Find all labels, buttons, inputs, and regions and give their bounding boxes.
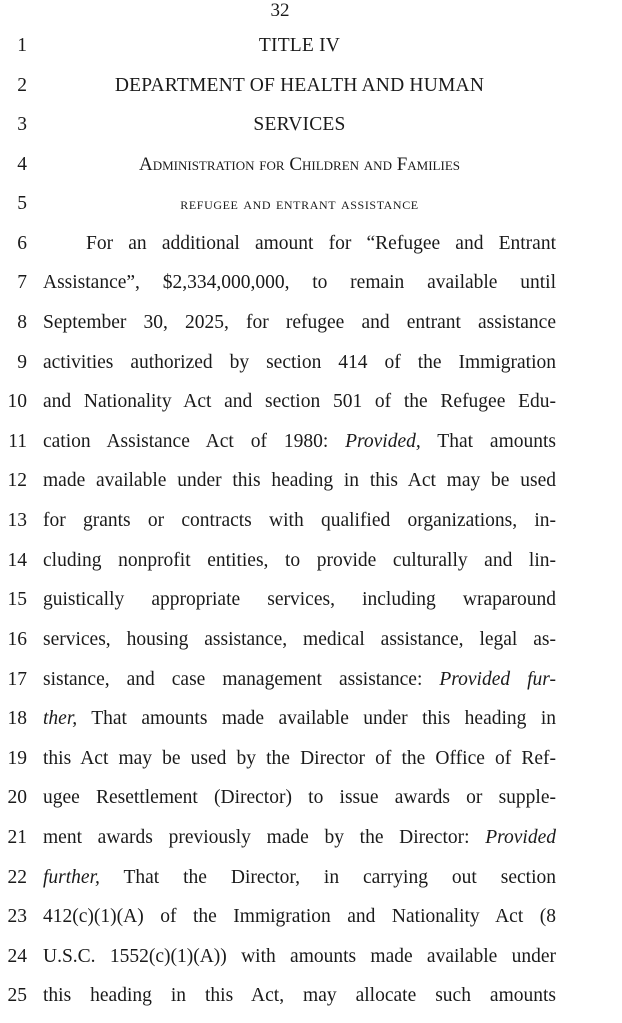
line-text xyxy=(43,427,556,457)
line-number: 23 xyxy=(7,906,27,927)
line-16 xyxy=(0,625,622,655)
line-17 xyxy=(0,665,622,695)
line-20 xyxy=(0,783,622,813)
proviso-italic: further, xyxy=(43,867,100,888)
line-text: this heading in this Act, may allocate such amounts xyxy=(43,985,556,1006)
line-text: services, housing assistance, medical assistance, legal as- xyxy=(43,629,556,650)
line-number: 24 xyxy=(7,946,27,967)
line-number: 13 xyxy=(7,510,27,531)
text-run: That the Director, in carrying out section xyxy=(99,867,556,888)
line-number: 4 xyxy=(17,154,27,175)
line-number: 1 xyxy=(17,35,27,56)
line-text xyxy=(43,704,556,734)
line-text: Assistance”, $2,334,000,000, to remain available until xyxy=(43,272,556,293)
line-text: September 30, 2025, for refugee and entrant assistance xyxy=(43,312,556,333)
line-number: 3 xyxy=(17,114,27,135)
line-18 xyxy=(0,704,622,734)
page-number: 32 xyxy=(270,0,290,21)
line-text: cluding nonprofit entities, to provide culturally and lin- xyxy=(43,550,556,571)
line-1 xyxy=(0,31,622,61)
line-text: activities authorized by section 414 of the Immigration xyxy=(43,352,556,373)
line-7 xyxy=(0,268,622,298)
line-number: 8 xyxy=(17,312,27,333)
line-2 xyxy=(0,71,622,101)
line-text xyxy=(43,665,556,695)
line-11 xyxy=(0,427,622,457)
line-number: 17 xyxy=(7,669,27,690)
line-text: ugee Resettlement (Director) to issue awards or supple- xyxy=(43,787,556,808)
line-number: 25 xyxy=(7,985,27,1006)
line-number: 21 xyxy=(7,827,27,848)
line-number: 6 xyxy=(17,233,27,254)
text-run: ment awards previously made by the Director: xyxy=(43,827,486,848)
text-run: That amounts made available under this heading in xyxy=(77,708,556,729)
department-heading-cont: SERVICES xyxy=(253,114,346,135)
line-12 xyxy=(0,466,622,496)
line-number: 18 xyxy=(7,708,27,729)
line-number: 5 xyxy=(17,193,27,214)
line-19 xyxy=(0,744,622,774)
department-heading: DEPARTMENT OF HEALTH AND HUMAN xyxy=(114,75,485,96)
proviso-italic: Provided xyxy=(485,827,556,848)
line-number: 7 xyxy=(17,272,27,293)
text-run: cation Assistance Act of 1980: xyxy=(43,431,346,452)
proviso-italic: Provided, xyxy=(345,431,421,452)
line-number: 19 xyxy=(7,748,27,769)
line-number: 12 xyxy=(7,470,27,491)
line-text: made available under this heading in this Act may be used xyxy=(43,470,556,491)
line-text: this Act may be used by the Director of the Office of Ref- xyxy=(43,748,556,769)
line-8 xyxy=(0,308,622,338)
line-9 xyxy=(0,348,622,378)
line-25 xyxy=(0,981,622,1011)
line-5 xyxy=(0,189,622,219)
line-text: and Nationality Act and section 501 of the Refugee Edu- xyxy=(43,391,556,412)
line-23 xyxy=(0,902,622,932)
line-text xyxy=(43,863,556,893)
line-3 xyxy=(0,110,622,140)
agency-heading: Administration for Children and Families xyxy=(138,154,460,175)
line-13 xyxy=(0,506,622,536)
line-number: 2 xyxy=(17,75,27,96)
line-14 xyxy=(0,546,622,576)
line-number: 9 xyxy=(17,352,27,373)
line-number: 16 xyxy=(7,629,27,650)
line-22 xyxy=(0,863,622,893)
proviso-italic: Provided fur- xyxy=(439,669,556,690)
line-text: for grants or contracts with qualified organizations, in- xyxy=(43,510,556,531)
line-number: 20 xyxy=(7,787,27,808)
line-4 xyxy=(0,150,622,180)
account-heading: refugee and entrant assistance xyxy=(180,194,419,213)
line-number: 14 xyxy=(7,550,27,571)
line-number: 22 xyxy=(7,867,27,888)
line-text xyxy=(43,823,556,853)
line-15 xyxy=(0,585,622,615)
proviso-italic: ther, xyxy=(43,708,78,729)
line-number: 10 xyxy=(7,391,27,412)
line-21 xyxy=(0,823,622,853)
line-text: For an additional amount for “Refugee and Entrant xyxy=(86,233,556,254)
line-text: 412(c)(1)(A) of the Immigration and Nationality Act (8 xyxy=(43,906,556,927)
text-run: That amounts xyxy=(420,431,556,452)
line-number: 15 xyxy=(7,589,27,610)
line-6 xyxy=(0,229,622,259)
text-run: sistance, and case management assistance: xyxy=(43,669,440,690)
title-heading: TITLE IV xyxy=(258,35,341,56)
line-number: 11 xyxy=(8,431,27,452)
line-10 xyxy=(0,387,622,417)
line-24 xyxy=(0,942,622,972)
line-text: guistically appropriate services, including wraparound xyxy=(43,589,556,610)
line-text: U.S.C. 1552(c)(1)(A)) with amounts made available under xyxy=(43,946,556,967)
